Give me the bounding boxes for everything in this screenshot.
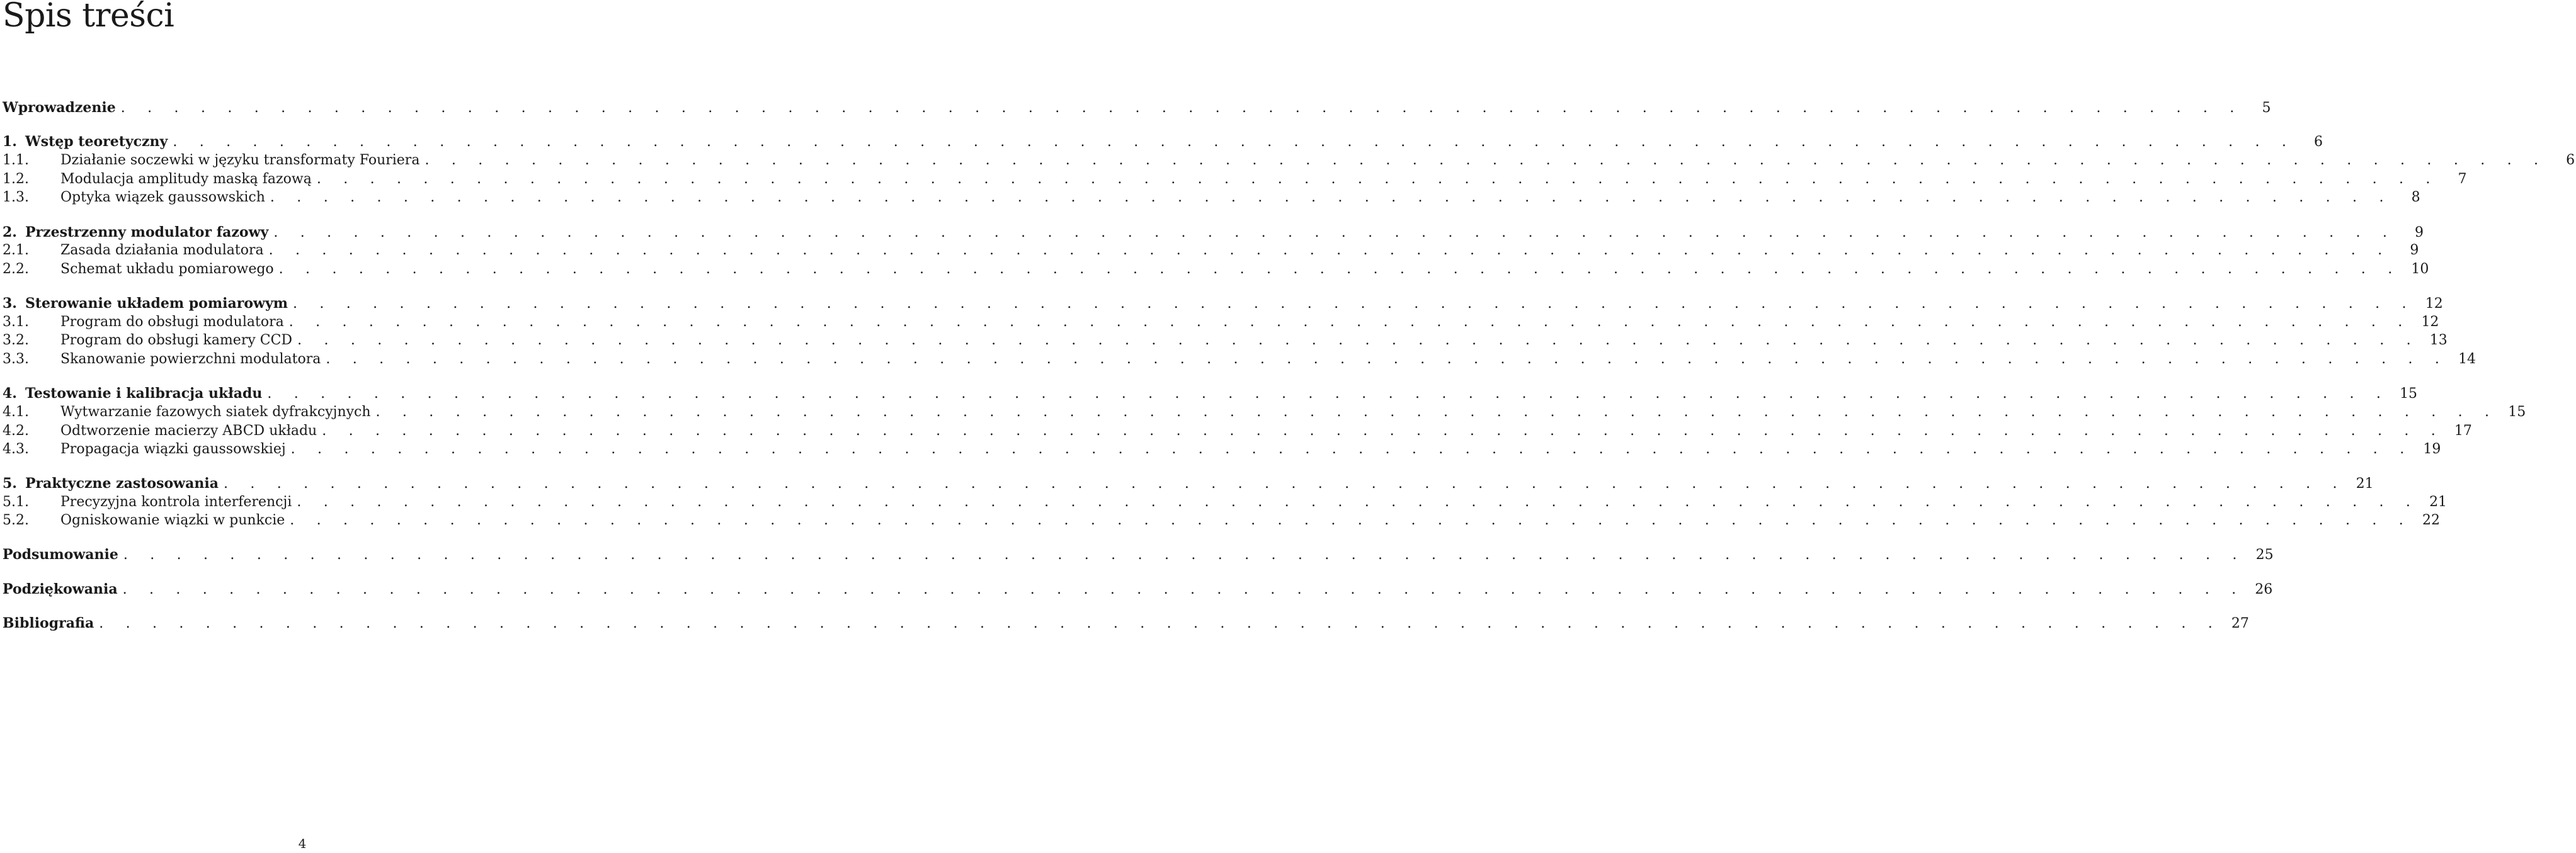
dot-leader: . . . . . . . . . . . . . . . . . . . . . . . . . . . . . . . . . . . . . . . . . . . . . . . . . . . . . . . . . . . . . . . . . . . . . . . . . . . . . . . . <box>120 100 2243 116</box>
toc-chapter-entry[interactable] <box>3 384 2418 403</box>
toc-entry-number: 2.2. <box>3 261 29 277</box>
toc-entry-number: 1.1. <box>3 152 29 168</box>
toc-entry-page-number: 15 <box>2508 404 2526 420</box>
toc-section-entry[interactable] <box>3 511 2440 530</box>
toc-entry-number: 4. <box>3 385 17 402</box>
dot-leader: . . . . . . . . . . . . . . . . . . . . . . . . . . . . . . . . . . . . . . . . . . . . . . . . . . . . . . . . . . . . . . . . . . . . . . . . . . . . . . . . <box>293 296 2415 312</box>
dot-leader: . . . . . . . . . . . . . . . . . . . . . . . . . . . . . . . . . . . . . . . . . . . . . . . . . . . . . . . . . . . . . . . . . . . . . . . . . . . . . . . . <box>270 189 2393 205</box>
dot-leader: . . . . . . . . . . . . . . . . . . . . . . . . . . . . . . . . . . . . . . . . . . . . . . . . . . . . . . . . . . . . . . . . . . . . . . . . . . . . . . . . <box>297 494 2420 510</box>
toc-entry-page-number: 6 <box>2314 134 2323 150</box>
dot-leader: . . . . . . . . . . . . . . . . . . . . . . . . . . . . . . . . . . . . . . . . . . . . . . . . . . . . . . . . . . . . . . . . . . . . . . . . . . . . . . . . <box>278 261 2402 277</box>
dot-leader: . . . . . . . . . . . . . . . . . . . . . . . . . . . . . . . . . . . . . . . . . . . . . . . . . . . . . . . . . . . . . . . . . . . . . . . . . . . . . . . . <box>273 225 2396 240</box>
toc-entry-number: 4.2. <box>3 423 29 439</box>
toc-chapter-entry[interactable] <box>3 614 2249 633</box>
toc-section-entry[interactable] <box>3 188 2420 207</box>
toc-entry-title: Testowanie i kalibracja układu <box>25 385 263 402</box>
toc-entry-page-number: 12 <box>2421 314 2439 330</box>
toc-entry-title: Wytwarzanie fazowych siatek dyfrakcyjnych <box>60 404 371 420</box>
toc-entry-page-number: 17 <box>2454 423 2472 439</box>
toc-entry-page-number: 27 <box>2231 616 2249 631</box>
toc-entry-title: Wprowadzenie <box>3 99 116 116</box>
toc-entry-page-number: 8 <box>2411 189 2420 205</box>
toc-entry-page-number: 13 <box>2429 332 2448 348</box>
toc-entry-number: 1.2. <box>3 171 29 187</box>
toc-chapter-entry[interactable] <box>3 98 2271 117</box>
dot-leader: . . . . . . . . . . . . . . . . . . . . . . . . . . . . . . . . . . . . . . . . . . . . . . . . . . . . . . . . . . . . . . . . . . . . . . . . . . . . . . . . <box>123 547 2246 563</box>
toc-entry-title: Odtworzenie macierzy ABCD układu <box>60 423 317 439</box>
toc-section-entry[interactable] <box>3 493 2448 512</box>
toc-entry-number: 2. <box>3 224 17 240</box>
toc-chapter-entry[interactable] <box>3 474 2374 493</box>
dot-leader: . . . . . . . . . . . . . . . . . . . . . . . . . . . . . . . . . . . . . . . . . . . . . . . . . . . . . . . . . . . . . . . . . . . . . . . . . . . . . . . . <box>268 242 2391 258</box>
toc-entry-title: Skanowanie powierzchni modulatora <box>60 351 321 367</box>
dot-leader: . . . . . . . . . . . . . . . . . . . . . . . . . . . . . . . . . . . . . . . . . . . . . . . . . . . . . . . . . . . . . . . . . . . . . . . . . . . . . . . . <box>173 134 2296 150</box>
toc-entry-number: 3.3. <box>3 351 29 367</box>
toc-entry-title: Optyka wiązek gaussowskich <box>60 189 265 205</box>
toc-entry-title: Schemat układu pomiarowego <box>60 261 274 277</box>
toc-entry-title: Przestrzenny modulator fazowy <box>25 224 269 240</box>
dot-leader: . . . . . . . . . . . . . . . . . . . . . . . . . . . . . . . . . . . . . . . . . . . . . . . . . . . . . . . . . . . . . . . . . . . . . . . . . . . . . . . . <box>223 476 2346 492</box>
dot-leader: . . . . . . . . . . . . . . . . . . . . . . . . . . . . . . . . . . . . . . . . . . . . . . . . . . . . . . . . . . . . . . . . . . . . . . . . . . . . . . . . <box>297 332 2420 348</box>
toc-entry-title: Podsumowanie <box>3 546 118 563</box>
toc-entry-page-number: 15 <box>2400 386 2418 402</box>
toc-entry-page-number: 7 <box>2458 171 2467 187</box>
toc-entry-number: 5. <box>3 475 17 492</box>
toc-entry-number: 5.2. <box>3 512 29 528</box>
toc-section-entry[interactable] <box>3 260 2429 279</box>
dot-leader: . . . . . . . . . . . . . . . . . . . . . . . . . . . . . . . . . . . . . . . . . . . . . . . . . . . . . . . . . . . . . . . . . . . . . . . . . . . . . . . . <box>290 512 2412 528</box>
toc-entry-page-number: 9 <box>2415 225 2424 240</box>
toc-entry-title: Ogniskowanie wiązki w punkcie <box>60 512 285 528</box>
toc-entry-page-number: 26 <box>2255 582 2273 597</box>
toc-entry-title: Modulacja amplitudy maską fazową <box>60 171 312 187</box>
toc-section-entry[interactable] <box>3 170 2467 189</box>
toc-entry-page-number: 12 <box>2425 296 2443 312</box>
toc-section-entry[interactable] <box>3 331 2448 350</box>
toc-entry-title: Bibliografia <box>3 615 94 631</box>
toc-chapter-entry[interactable] <box>3 545 2274 564</box>
toc-entry-title: Praktyczne zastosowania <box>25 475 219 492</box>
toc-entry-title: Sterowanie układem pomiarowym <box>25 295 288 312</box>
toc-section-entry[interactable] <box>3 241 2419 260</box>
dot-leader: . . . . . . . . . . . . . . . . . . . . . . . . . . . . . . . . . . . . . . . . . . . . . . . . . . . . . . . . . . . . . . . . . . . . . . . . . . . . . . . . <box>122 582 2245 597</box>
toc-entry-number: 3.2. <box>3 332 29 348</box>
toc-section-entry[interactable] <box>3 403 2526 422</box>
toc-entry-title: Działanie soczewki w języku transformaty Fouriera <box>60 152 420 168</box>
toc-entry-page-number: 21 <box>2356 476 2374 492</box>
toc-entry-page-number: 10 <box>2411 261 2429 277</box>
toc-entry-title: Propagacja wiązki gaussowskiej <box>60 441 286 457</box>
toc-entry-number: 3. <box>3 295 17 312</box>
toc-entry-page-number: 19 <box>2423 441 2441 457</box>
toc-chapter-entry[interactable] <box>3 223 2424 242</box>
toc-entry-title: Precyzyjna kontrola interferencji <box>60 494 292 510</box>
toc-entry-number: 4.1. <box>3 404 29 420</box>
toc-entry-number: 4.3. <box>3 441 29 457</box>
toc-entry-number: 2.1. <box>3 242 29 258</box>
toc-entry-title: Zasada działania modulatora <box>60 242 264 258</box>
toc-entry-number: 1.3. <box>3 189 29 205</box>
toc-entry-number: 5.1. <box>3 494 29 510</box>
dot-leader: . . . . . . . . . . . . . . . . . . . . . . . . . . . . . . . . . . . . . . . . . . . . . . . . . . . . . . . . . . . . . . . . . . . . . . . . . . . . . . . . <box>290 441 2414 457</box>
toc-entry-page-number: 6 <box>2566 152 2575 168</box>
dot-leader: . . . . . . . . . . . . . . . . . . . . . . . . . . . . . . . . . . . . . . . . . . . . . . . . . . . . . . . . . . . . . . . . . . . . . . . . . . . . . . . . <box>288 314 2412 330</box>
toc-section-entry[interactable] <box>3 440 2441 459</box>
toc-entry-page-number: 22 <box>2422 512 2440 528</box>
toc-entry-page-number: 14 <box>2458 351 2476 367</box>
dot-leader: . . . . . . . . . . . . . . . . . . . . . . . . . . . . . . . . . . . . . . . . . . . . . . . . . . . . . . . . . . . . . . . . . . . . . . . . . . . . . . . . <box>316 171 2439 187</box>
dot-leader: . . . . . . . . . . . . . . . . . . . . . . . . . . . . . . . . . . . . . . . . . . . . . . . . . . . . . . . . . . . . . . . . . . . . . . . . . . . . . . . . <box>326 351 2449 367</box>
dot-leader: . . . . . . . . . . . . . . . . . . . . . . . . . . . . . . . . . . . . . . . . . . . . . . . . . . . . . . . . . . . . . . . . . . . . . . . . . . . . . . . . <box>322 423 2444 439</box>
dot-leader: . . . . . . . . . . . . . . . . . . . . . . . . . . . . . . . . . . . . . . . . . . . . . . . . . . . . . . . . . . . . . . . . . . . . . . . . . . . . . . . . <box>375 404 2499 420</box>
toc-entry-page-number: 25 <box>2255 547 2274 563</box>
toc-chapter-entry[interactable] <box>3 580 2273 599</box>
toc-entry-page-number: 21 <box>2429 494 2448 510</box>
page-title: Spis treści <box>3 0 174 35</box>
toc-entry-page-number: 5 <box>2262 100 2271 116</box>
dot-leader: . . . . . . . . . . . . . . . . . . . . . . . . . . . . . . . . . . . . . . . . . . . . . . . . . . . . . . . . . . . . . . . . . . . . . . . . . . . . . . . . <box>99 616 2221 631</box>
toc-chapter-entry[interactable] <box>3 132 2323 151</box>
toc-entry-number: 3.1. <box>3 314 29 330</box>
toc-entry-title: Program do obsługi modulatora <box>60 314 284 330</box>
page-number: 4 <box>298 836 307 851</box>
dot-leader: . . . . . . . . . . . . . . . . . . . . . . . . . . . . . . . . . . . . . . . . . . . . . . . . . . . . . . . . . . . . . . . . . . . . . . . . . . . . . . . . <box>267 386 2390 402</box>
toc-section-entry[interactable] <box>3 151 2575 170</box>
toc-chapter-entry[interactable] <box>3 294 2443 313</box>
toc-entry-title: Program do obsługi kamery CCD <box>60 332 293 348</box>
toc-section-entry[interactable] <box>3 422 2472 441</box>
toc-entry-title: Podziękowania <box>3 581 118 597</box>
toc-section-entry[interactable] <box>3 350 2476 369</box>
toc-section-entry[interactable] <box>3 313 2439 332</box>
toc-entry-page-number: 9 <box>2410 242 2419 258</box>
dot-leader: . . . . . . . . . . . . . . . . . . . . . . . . . . . . . . . . . . . . . . . . . . . . . . . . . . . . . . . . . . . . . . . . . . . . . . . . . . . . . . . . <box>425 152 2548 168</box>
toc-entry-number: 1. <box>3 133 17 150</box>
toc-entry-title: Wstęp teoretyczny <box>25 133 168 150</box>
